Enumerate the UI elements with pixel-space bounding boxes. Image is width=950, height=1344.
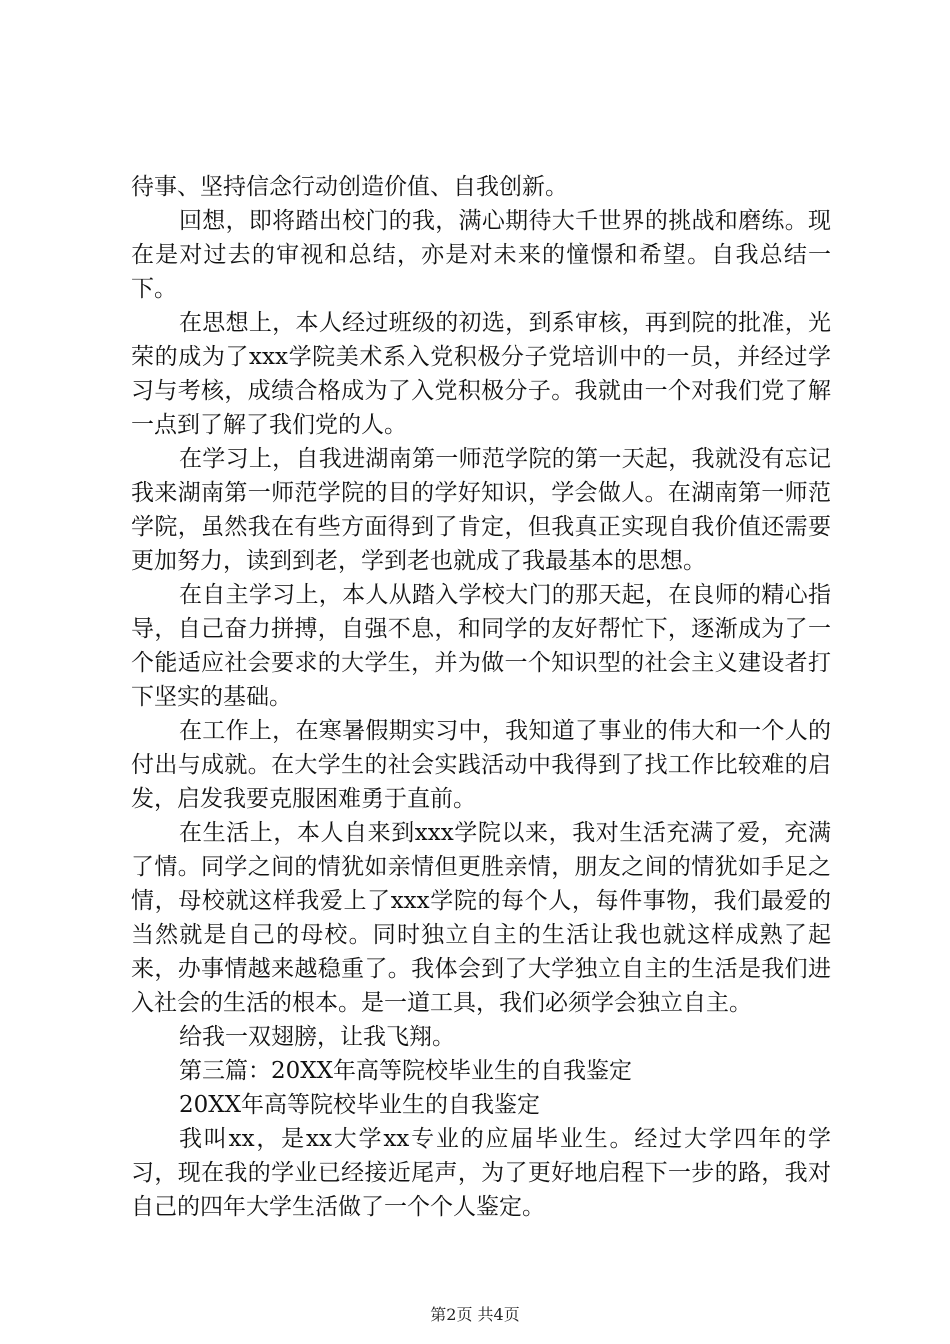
- page-number: 第2页 共4页: [430, 1305, 520, 1324]
- paragraph-self-study: 在自主学习上，本人从踏入学校大门的那天起，在良师的精心指导，自己奋力拼搏，自强不息，和同学的友好帮忙下，逐渐成为了一个能适应社会要求的大学生，并为做一个知识型的社会主义建设者打下坚实的基础。: [131, 582, 831, 710]
- document-body: [131, 170, 831, 1224]
- paragraph-life: 在生活上，本人自来到xxx学院以来，我对生活充满了爱，充满了情。同学之间的情犹如亲情但更胜亲情，朋友之间的情犹如手足之情，母校就这样我爱上了xxx学院的每个人，每件事物，我们最爱的当然就是自己的母校。同时独立自主的生活让我也就这样成熟了起来，办事情越来越稳重了。我体会到了大学独立自主的生活是我们进入社会的生活的根本。是一道工具，我们必须学会独立自主。: [131, 820, 831, 1016]
- section-subheading: 20XX年高等院校毕业生的自我鉴定: [179, 1092, 541, 1118]
- paragraph-study: 在学习上，自我进湖南第一师范学院的第一天起，我就没有忘记我来湖南第一师范学院的目的学好知识，学会做人。在湖南第一师范学院，虽然我在有些方面得到了肯定，但我真正实现自我价值还需要更加努力，读到到老，学到老也就成了我最基本的思想。: [131, 446, 831, 574]
- paragraph-continuation: 待事、坚持信念行动创造价值、自我创新。: [131, 174, 568, 200]
- section-heading: 第三篇：20XX年高等院校毕业生的自我鉴定: [179, 1058, 633, 1084]
- paragraph-introduction: 我叫xx，是xx大学xx专业的应届毕业生。经过大学四年的学习，现在我的学业已经接近尾声，为了更好地启程下一步的路，我对自己的四年大学生活做了一个个人鉴定。: [131, 1126, 831, 1220]
- paragraph-reflection: 回想，即将踏出校门的我，满心期待大千世界的挑战和磨练。现在是对过去的审视和总结，亦是对未来的憧憬和希望。自我总结一下。: [131, 208, 831, 302]
- paragraph-ideology: 在思想上，本人经过班级的初选，到系审核，再到院的批准，光荣的成为了xxx学院美术系入党积极分子党培训中的一员，并经过学习与考核，成绩合格成为了入党积极分子。我就由一个对我们党了解一点到了解了我们党的人。: [131, 310, 831, 438]
- paragraph-wings: 给我一双翅膀，让我飞翔。: [179, 1024, 455, 1050]
- paragraph-work: 在工作上，在寒暑假期实习中，我知道了事业的伟大和一个人的付出与成就。在大学生的社会实践活动中我得到了找工作比较难的启发，启发我要克服困难勇于直前。: [131, 718, 831, 812]
